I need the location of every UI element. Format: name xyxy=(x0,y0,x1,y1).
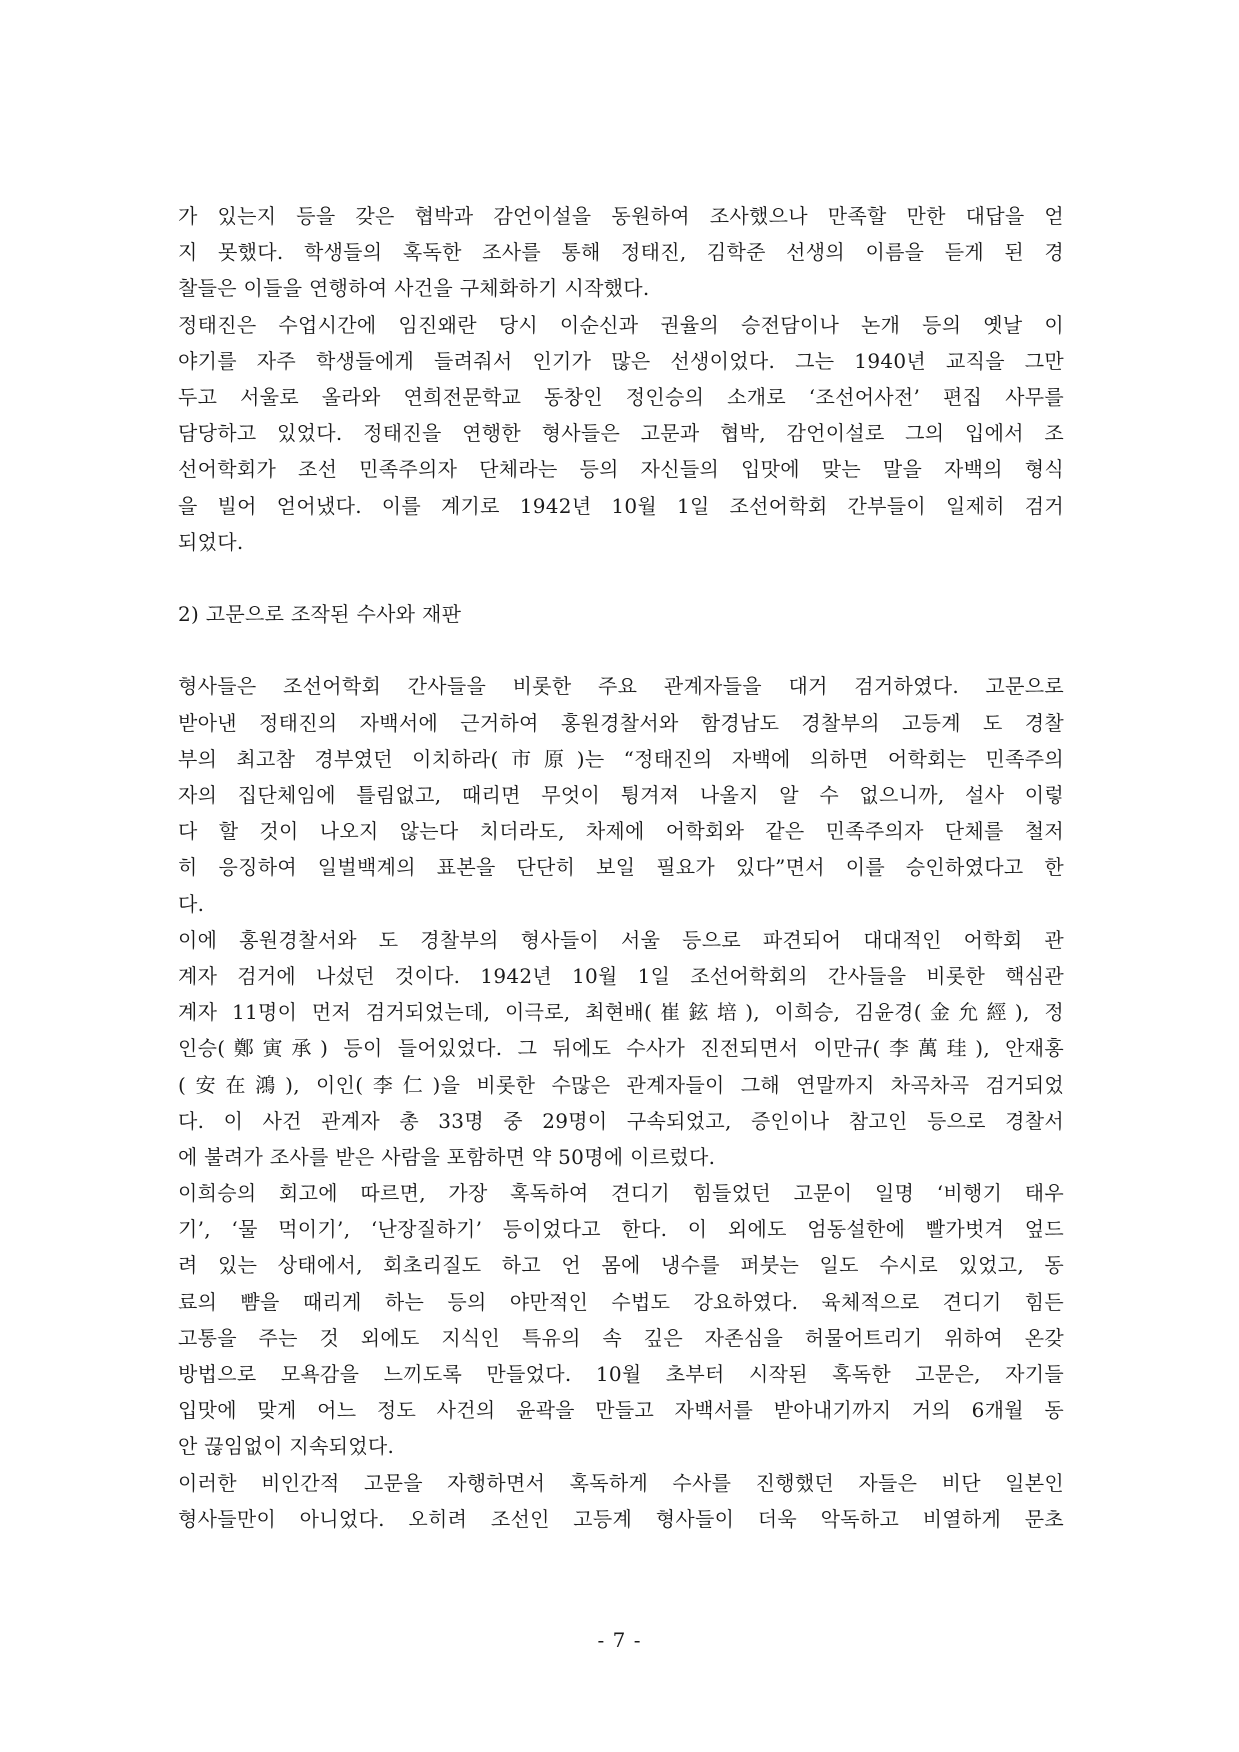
text-line: 다 할 것이 나오지 않는다 치더라도, 차제에 어학회와 같은 민족주의자 단체를 철저 xyxy=(178,819,1064,844)
spacer xyxy=(178,632,1064,668)
text-line: 료의 뺨을 때리게 하는 등의 야만적인 수법도 강요하였다. 육체적으로 견디기 힘든 xyxy=(178,1289,1064,1314)
paragraph xyxy=(178,922,1064,1175)
text-line: 받아낸 정태진의 자백서에 근거하여 홍원경찰서와 함경남도 경찰부의 고등계 도 경찰 xyxy=(178,710,1064,735)
text-line: 이러한 비인간적 고문을 자행하면서 혹독하게 수사를 진행했던 자들은 비단 일본인 xyxy=(178,1470,1064,1495)
text-line: 두고 서울로 올라와 연희전문학교 동창인 정인승의 소개로 ‘조선어사전’ 편집 사무를 xyxy=(178,384,1064,409)
text-line: 다. 이 사건 관계자 총 33명 중 29명이 구속되었고, 증인이나 참고인 등으로 경찰서 xyxy=(178,1108,1064,1133)
paragraph xyxy=(178,307,1064,560)
text-line: 선어학회가 조선 민족주의자 단체라는 등의 자신들의 입맛에 맞는 말을 자백의 형식 xyxy=(178,457,1064,482)
text-line: 방법으로 모욕감을 느끼도록 만들었다. 10월 초부터 시작된 혹독한 고문은, 자기들 xyxy=(178,1362,1064,1386)
text-line: 안 끊임없이 지속되었다. xyxy=(178,1434,395,1459)
text-line: 지 못했다. 학생들의 혹독한 조사를 통해 정태진, 김학준 선생의 이름을 듣게 된 경 xyxy=(178,240,1064,265)
text-line: 이희승의 회고에 따르면, 가장 혹독하여 견디기 힘들었던 고문이 일명 ‘비행기 태우 xyxy=(178,1181,1064,1206)
text-line: 을 빌어 얻어냈다. 이를 계기로 1942년 10월 1일 조선어학회 간부들이 일제히 검거 xyxy=(178,493,1064,518)
text-line: 정태진은 수업시간에 임진왜란 당시 이순신과 권율의 승전담이나 논개 등의 옛날 이 xyxy=(178,312,1064,337)
text-line: 형사들만이 아니었다. 오히려 조선인 고등계 형사들이 더욱 악독하고 비열하게 문초 xyxy=(178,1506,1064,1531)
text-line: 계자 검거에 나섰던 것이다. 1942년 10월 1일 조선어학회의 간사들을 비롯한 핵심관 xyxy=(178,963,1064,988)
paragraph xyxy=(178,1465,1064,1537)
text-line: 고통을 주는 것 외에도 지식인 특유의 속 깊은 자존심을 허물어트리기 위하여 온갖 xyxy=(178,1325,1064,1350)
paragraph xyxy=(178,198,1064,307)
text-line: 히 응징하여 일벌백계의 표본을 단단히 보일 필요가 있다”면서 이를 승인하였다고 한 xyxy=(178,855,1064,880)
paragraph xyxy=(178,1175,1064,1465)
section-heading: 2) 고문으로 조작된 수사와 재판 xyxy=(178,602,462,627)
text-line: 담당하고 있었다. 정태진을 연행한 형사들은 고문과 협박, 감언이설로 그의 입에서 조 xyxy=(178,421,1064,446)
document-body xyxy=(178,198,1064,1537)
text-line: 인승(鄭寅承) 등이 들어있었다. 그 뒤에도 수사가 진전되면서 이만규(李萬珪), 안재홍 xyxy=(178,1036,1064,1061)
text-line: 계자 11명이 먼저 검거되었는데, 이극로, 최현배(崔鉉培), 이희승, 김윤경(金允經), 정 xyxy=(178,1000,1064,1025)
text-line: 다. xyxy=(178,891,205,916)
paragraph xyxy=(178,668,1064,921)
text-line: 에 불려가 조사를 받은 사람을 포함하면 약 50명에 이르렀다. xyxy=(178,1144,716,1169)
text-line: 형사들은 조선어학회 간사들을 비롯한 주요 관계자들을 대거 검거하였다. 고문으로 xyxy=(178,674,1064,699)
text-line: 되었다. xyxy=(178,529,244,554)
spacer xyxy=(178,560,1064,596)
text-line: 찰들은 이들을 연행하여 사건을 구체화하기 시작했다. xyxy=(178,276,650,301)
text-line: 가 있는지 등을 갖은 협박과 감언이설을 동원하여 조사했으나 만족할 만한 대답을 얻 xyxy=(178,204,1064,228)
text-line: 기’, ‘물 먹이기’, ‘난장질하기’ 등이었다고 한다. 이 외에도 엄동설한에 빨가벗겨 엎드 xyxy=(178,1217,1064,1242)
text-line: 야기를 자주 학생들에게 들려줘서 인기가 많은 선생이었다. 그는 1940년 교직을 그만 xyxy=(178,348,1064,373)
text-line: (安在鴻), 이인(李仁)을 비롯한 수많은 관계자들이 그해 연말까지 차곡차곡 검거되었 xyxy=(178,1072,1064,1097)
page-number: - 7 - xyxy=(597,1628,642,1652)
text-line: 자의 집단체임에 틀림없고, 때리면 무엇이 튕겨져 나올지 알 수 없으니까, 설사 이렇 xyxy=(178,783,1064,807)
text-line: 부의 최고참 경부였던 이치하라(市原)는 “정태진의 자백에 의하면 어학회는 민족주의 xyxy=(178,746,1064,771)
text-line: 입맛에 맞게 어느 정도 사건의 윤곽을 만들고 자백서를 받아내기까지 거의 6개월 동 xyxy=(178,1398,1064,1423)
text-line: 려 있는 상태에서, 회초리질도 하고 언 몸에 냉수를 퍼붓는 일도 수시로 있었고, 동 xyxy=(178,1253,1064,1278)
text-line: 이에 홍원경찰서와 도 경찰부의 형사들이 서울 등으로 파견되어 대대적인 어학회 관 xyxy=(178,927,1064,952)
